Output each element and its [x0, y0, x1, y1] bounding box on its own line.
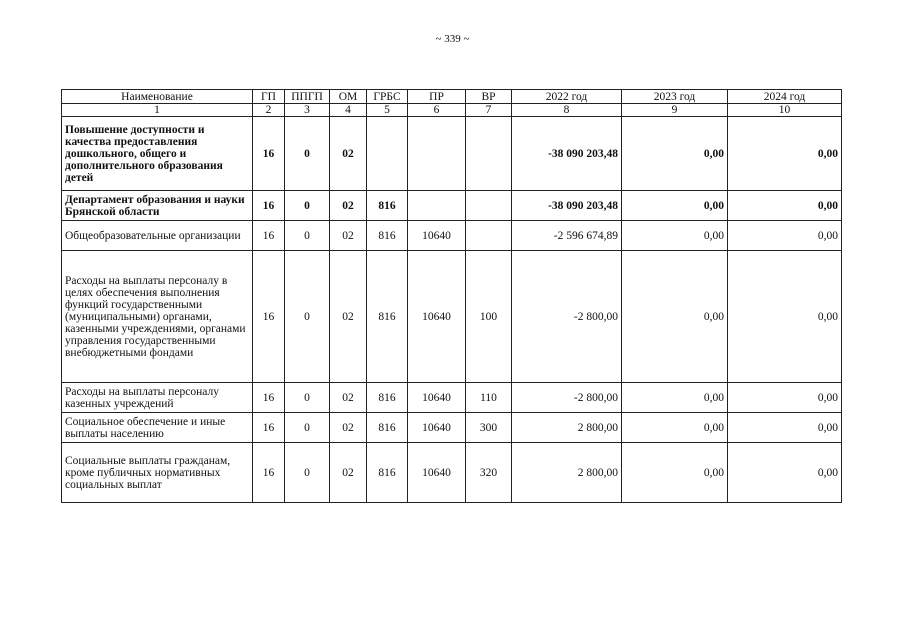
header-ppgp: ППГП [285, 90, 330, 104]
amount-2022-cell: -2 800,00 [512, 251, 622, 383]
vr-cell: 110 [466, 383, 512, 413]
gp-cell: 16 [253, 413, 285, 443]
gp-cell: 16 [253, 251, 285, 383]
table-row [62, 117, 842, 191]
amount-2023-cell: 0,00 [622, 383, 728, 413]
column-number: 9 [622, 104, 728, 117]
amount-2022-cell: -38 090 203,48 [512, 191, 622, 221]
table-row [62, 221, 842, 251]
amount-2024-cell: 0,00 [728, 117, 842, 191]
grbs-cell: 816 [367, 221, 408, 251]
header-2024: 2024 год [728, 90, 842, 104]
om-cell: 02 [330, 191, 367, 221]
grbs-cell: 816 [367, 191, 408, 221]
ppgp-cell: 0 [285, 251, 330, 383]
table-row [62, 443, 842, 503]
grbs-cell [367, 117, 408, 191]
vr-cell: 320 [466, 443, 512, 503]
column-number: 8 [512, 104, 622, 117]
amount-2022-cell: 2 800,00 [512, 413, 622, 443]
amount-2023-cell: 0,00 [622, 443, 728, 503]
budget-table [61, 89, 842, 503]
ppgp-cell: 0 [285, 191, 330, 221]
header-2022: 2022 год [512, 90, 622, 104]
table-row [62, 191, 842, 221]
grbs-cell: 816 [367, 251, 408, 383]
column-number: 1 [62, 104, 253, 117]
amount-2023-cell: 0,00 [622, 117, 728, 191]
amount-2024-cell: 0,00 [728, 413, 842, 443]
name-cell: Повышение доступности и качества предоставления дошкольного, общего и дополнительного образования детей [62, 117, 253, 191]
header-vr: ВР [466, 90, 512, 104]
gp-cell: 16 [253, 191, 285, 221]
header-om: ОМ [330, 90, 367, 104]
vr-cell [466, 221, 512, 251]
amount-2024-cell: 0,00 [728, 251, 842, 383]
grbs-cell: 816 [367, 443, 408, 503]
om-cell: 02 [330, 443, 367, 503]
vr-cell: 100 [466, 251, 512, 383]
column-number: 5 [367, 104, 408, 117]
amount-2023-cell: 0,00 [622, 191, 728, 221]
amount-2022-cell: -38 090 203,48 [512, 117, 622, 191]
column-number: 3 [285, 104, 330, 117]
amount-2022-cell: 2 800,00 [512, 443, 622, 503]
om-cell: 02 [330, 383, 367, 413]
gp-cell: 16 [253, 221, 285, 251]
column-number: 10 [728, 104, 842, 117]
column-number: 7 [466, 104, 512, 117]
pr-cell: 10640 [408, 443, 466, 503]
amount-2022-cell: -2 596 674,89 [512, 221, 622, 251]
pr-cell: 10640 [408, 221, 466, 251]
amount-2024-cell: 0,00 [728, 191, 842, 221]
pr-cell [408, 117, 466, 191]
page-number: ~ 339 ~ [435, 33, 470, 45]
vr-cell: 300 [466, 413, 512, 443]
header-name: Наименование [62, 90, 253, 104]
om-cell: 02 [330, 117, 367, 191]
om-cell: 02 [330, 251, 367, 383]
grbs-cell: 816 [367, 383, 408, 413]
ppgp-cell: 0 [285, 383, 330, 413]
pr-cell: 10640 [408, 251, 466, 383]
amount-2023-cell: 0,00 [622, 251, 728, 383]
ppgp-cell: 0 [285, 221, 330, 251]
name-cell: Департамент образования и науки Брянской области [62, 191, 253, 221]
table-row [62, 413, 842, 443]
gp-cell: 16 [253, 383, 285, 413]
amount-2022-cell: -2 800,00 [512, 383, 622, 413]
name-cell: Расходы на выплаты персоналу казенных учреждений [62, 383, 253, 413]
vr-cell [466, 117, 512, 191]
amount-2023-cell: 0,00 [622, 221, 728, 251]
header-gp: ГП [253, 90, 285, 104]
column-number: 6 [408, 104, 466, 117]
ppgp-cell: 0 [285, 443, 330, 503]
column-number: 2 [253, 104, 285, 117]
pr-cell: 10640 [408, 383, 466, 413]
name-cell: Социальные выплаты гражданам, кроме публичных нормативных социальных выплат [62, 443, 253, 503]
amount-2024-cell: 0,00 [728, 221, 842, 251]
om-cell: 02 [330, 221, 367, 251]
table-row [62, 383, 842, 413]
grbs-cell: 816 [367, 413, 408, 443]
header-grbs: ГРБС [367, 90, 408, 104]
amount-2024-cell: 0,00 [728, 383, 842, 413]
name-cell: Расходы на выплаты персоналу в целях обеспечения выполнения функций государственными (муниципальными) органами, казенными учреждениями, органами управления государственными внебюджетными фондами [62, 251, 253, 383]
table-header-row [62, 90, 842, 104]
header-pr: ПР [408, 90, 466, 104]
table-row [62, 251, 842, 383]
name-cell: Социальное обеспечение и иные выплаты населению [62, 413, 253, 443]
ppgp-cell: 0 [285, 413, 330, 443]
pr-cell [408, 191, 466, 221]
gp-cell: 16 [253, 117, 285, 191]
header-2023: 2023 год [622, 90, 728, 104]
amount-2023-cell: 0,00 [622, 413, 728, 443]
amount-2024-cell: 0,00 [728, 443, 842, 503]
column-number-row [62, 104, 842, 117]
name-cell: Общеобразовательные организации [62, 221, 253, 251]
om-cell: 02 [330, 413, 367, 443]
gp-cell: 16 [253, 443, 285, 503]
vr-cell [466, 191, 512, 221]
ppgp-cell: 0 [285, 117, 330, 191]
pr-cell: 10640 [408, 413, 466, 443]
column-number: 4 [330, 104, 367, 117]
